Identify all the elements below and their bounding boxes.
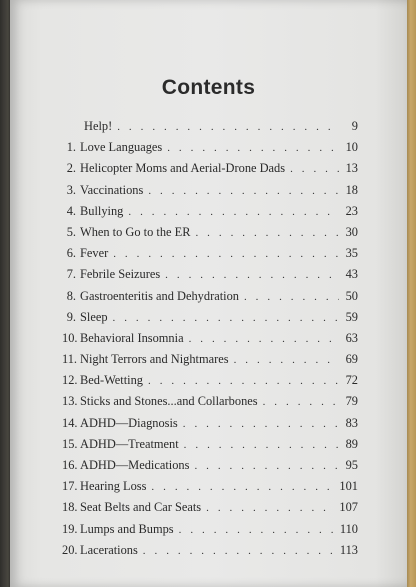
chapter-title: Behavioral Insomnia	[80, 330, 184, 345]
toc-entry	[62, 331, 358, 352]
chapter-number: 20.	[62, 542, 78, 557]
dot-leader	[113, 248, 339, 260]
dot-leader	[117, 121, 339, 133]
book-page	[10, 0, 407, 587]
chapter-title: Gastroenteritis and Dehydration	[80, 288, 239, 303]
dot-leader	[195, 227, 339, 239]
dot-leader	[206, 502, 334, 514]
chapter-number: 15.	[62, 436, 78, 451]
chapter-number: 3.	[66, 182, 76, 197]
toc-entry	[62, 416, 358, 437]
toc-entry	[62, 394, 358, 415]
chapter-title: Febrile Seizures	[80, 267, 161, 282]
chapter-number: 7.	[66, 267, 76, 282]
dot-leader	[183, 418, 339, 430]
toc-entry	[62, 458, 358, 479]
chapter-number: 11.	[62, 352, 78, 367]
dot-leader	[194, 460, 339, 472]
page-number: 113	[339, 542, 358, 557]
chapter-number: 4.	[66, 203, 76, 218]
chapter-number: 8.	[66, 288, 76, 303]
toc-entry	[62, 543, 358, 564]
dot-leader	[128, 206, 339, 218]
toc-entry	[62, 225, 358, 246]
chapter-number: 16.	[62, 458, 78, 472]
chapter-number: 6.	[66, 246, 76, 261]
dot-leader	[167, 142, 339, 154]
chapter-title: ADHD—Medications	[80, 458, 190, 472]
page-number: 83	[345, 415, 358, 430]
chapter-title: Sticks and Stones...and Collarbones	[80, 394, 258, 409]
chapter-title: ADHD—Diagnosis	[80, 415, 178, 430]
dot-leader	[263, 396, 339, 408]
chapter-title: Sleep	[80, 309, 108, 324]
chapter-title: ADHD—Treatment	[80, 436, 179, 451]
chapter-title: Love Languages	[80, 140, 163, 155]
page-number: 72	[345, 373, 358, 388]
chapter-title: Night Terrors and Nightmares	[80, 352, 229, 367]
chapter-number: 12.	[62, 373, 78, 388]
chapter-title: Helicopter Moms and Aerial-Drone Dads	[80, 161, 286, 176]
chapter-title: Bullying	[80, 203, 124, 218]
dot-leader	[165, 269, 339, 281]
dot-leader	[113, 312, 339, 324]
dot-leader	[148, 375, 339, 387]
dot-leader	[189, 333, 339, 345]
page-number: 69	[345, 352, 358, 367]
chapter-title: Lacerations	[80, 542, 138, 557]
toc-entry	[62, 246, 358, 267]
toc-entry	[62, 352, 358, 373]
toc-entry	[62, 437, 358, 458]
chapter-title: Vaccinations	[80, 182, 144, 197]
toc-entry	[62, 161, 358, 182]
page-number: 101	[339, 479, 358, 494]
toc-entry	[62, 119, 358, 140]
chapter-title: When to Go to the ER	[80, 224, 191, 239]
chapter-title: Bed-Wetting	[80, 373, 144, 388]
page-title: Contents	[161, 76, 256, 99]
dot-leader	[151, 481, 334, 493]
toc-entry	[62, 267, 358, 288]
chapter-number: 5.	[66, 224, 76, 239]
page-number: 43	[345, 267, 358, 282]
toc-entry	[62, 500, 358, 521]
chapter-number: 2.	[66, 161, 76, 176]
dot-leader	[143, 545, 335, 557]
toc-entry	[62, 310, 358, 331]
page-number: 59	[345, 309, 358, 324]
chapter-number: 18.	[62, 500, 78, 515]
page-number: 23	[345, 203, 358, 218]
chapter-number: 13.	[62, 394, 78, 409]
toc-entry	[62, 522, 358, 543]
page-number: 18	[345, 182, 358, 197]
chapter-number: 10.	[62, 330, 78, 345]
page-number: 35	[345, 246, 358, 261]
chapter-title: Help!	[84, 119, 113, 133]
toc-entry	[62, 289, 358, 310]
toc-entry	[62, 479, 358, 500]
page-edges	[407, 0, 416, 587]
chapter-title: Fever	[80, 246, 109, 261]
page-number: 79	[345, 394, 358, 409]
dot-leader	[184, 439, 339, 451]
page-number: 107	[339, 500, 358, 515]
chapter-title: Hearing Loss	[80, 479, 147, 494]
dot-leader	[290, 163, 339, 175]
toc-entry	[62, 183, 358, 204]
toc-entry	[62, 140, 358, 161]
page-number: 30	[345, 224, 358, 239]
page-number: 110	[339, 521, 358, 536]
page-number: 89	[345, 436, 358, 451]
chapter-number: 1.	[66, 140, 76, 155]
page-number: 95	[345, 458, 358, 472]
dot-leader	[148, 185, 339, 197]
page-number: 9	[351, 119, 358, 133]
chapter-title: Seat Belts and Car Seats	[80, 500, 202, 515]
page-number: 63	[345, 330, 358, 345]
page-number: 50	[345, 288, 358, 303]
page-number: 13	[345, 161, 358, 176]
chapter-number: 17.	[62, 479, 78, 494]
table-of-contents	[62, 119, 358, 564]
dot-leader	[179, 524, 335, 536]
dot-leader	[234, 354, 339, 366]
page-number: 10	[345, 140, 358, 155]
toc-entry	[62, 204, 358, 225]
chapter-title: Lumps and Bumps	[80, 521, 174, 536]
chapter-number: 9.	[66, 309, 76, 324]
chapter-number: 14.	[62, 415, 78, 430]
chapter-number: 19.	[62, 521, 78, 536]
dot-leader	[244, 291, 339, 303]
toc-entry	[62, 373, 358, 394]
